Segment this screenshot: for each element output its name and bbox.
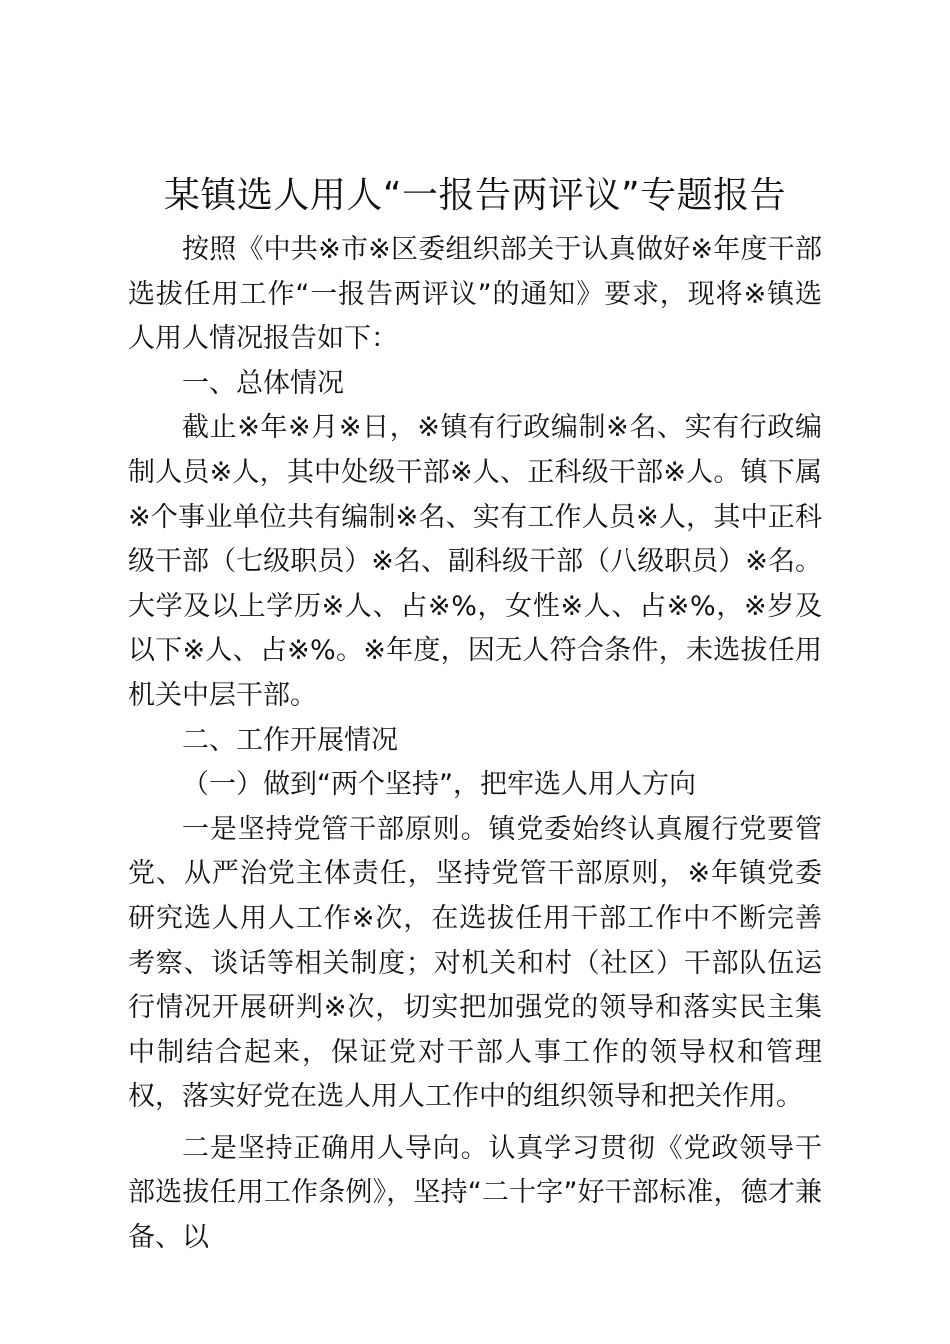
section-heading-overview: 一、总体情况 (182, 367, 344, 399)
section-heading-work: 二、工作开展情况 (182, 724, 398, 756)
point-two-paragraph: 二是坚持正确用人导向。认真学习贯彻《党政领导干部选拔任用工作条例》，坚持“二十字”好干部标准，德才兼备、以 (128, 1132, 822, 1254)
point-one-paragraph: 一是坚持党管干部原则。镇党委始终认真履行党要管党、从严治党主体责任，坚持党管干部原则，※年镇党委研究选人用人工作※次，在选拔任用干部工作中不断完善考察、谈话等相关制度；对机关和村（社区）干部队伍运行情况开展研判※次，切实把加强党的领导和落实民主集中制结合起来，保证党对干部人事工作的领导权和管理权，落实好党在选人用人工作中的组织领导和把关作用。 (128, 813, 822, 1113)
subsection-heading-one: （一）做到“两个坚持”，把牢选人用人方向 (182, 769, 696, 801)
document-title: 某镇选人用人“一报告两评议”专题报告 (163, 175, 787, 216)
overview-paragraph: 截止※年※月※日，※镇有行政编制※名、实有行政编制人员※人，其中处级干部※人、正科级干部※人。镇下属※个事业单位共有编制※名、实有工作人员※人，其中正科级干部（七级职员）※名、副科级干部（八级职员）※名。大学及以上学历※人、占※%，女性※人、占※%，※岁及以下※人、占※%。※年度，因无人符合条件，未选拔任用机关中层干部。 (128, 412, 822, 711)
document-body (128, 228, 822, 1261)
intro-paragraph: 按照《中共※市※区委组织部关于认真做好※年度干部选拔任用工作“一报告两评议”的通知》要求，现将※镇选人用人情况报告如下： (128, 234, 822, 355)
